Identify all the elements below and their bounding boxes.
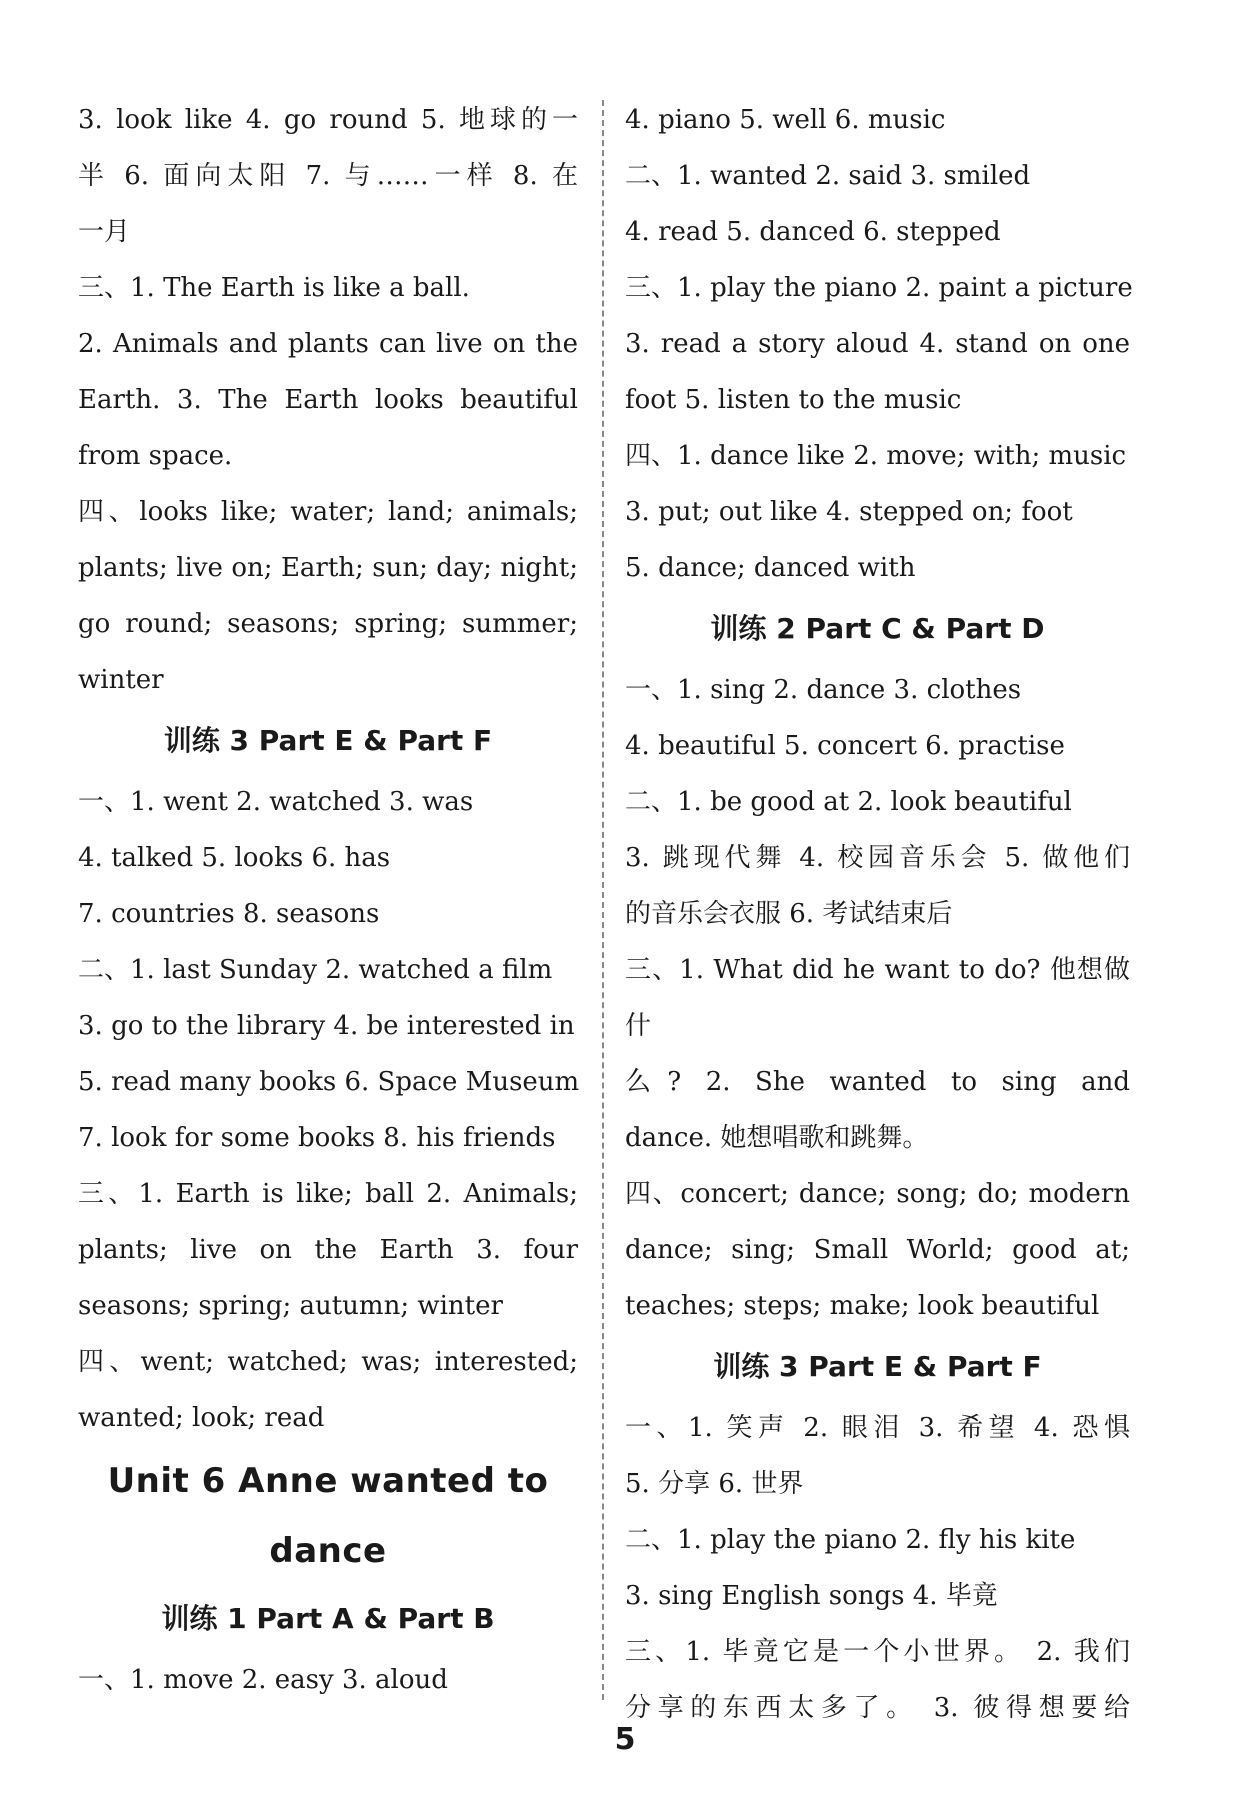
answer-line: 的音乐会衣服 6. 考试结束后 — [625, 899, 953, 929]
unit-title — [78, 1446, 578, 1586]
answer-line: 7. countries 8. seasons — [78, 899, 380, 929]
answer-line: 半 6. 面向太阳 7. 与……一样 8. 在 — [78, 161, 578, 191]
answer-line: plants; live on; Earth; sun; day; night; — [78, 553, 578, 583]
answer-line: dance; sing; Small World; good at; — [625, 1235, 1130, 1265]
left-block-1 — [78, 92, 578, 708]
unit-title-line-1: Unit 6 Anne wanted to — [107, 1461, 549, 1501]
answer-line: 三、1. What did he want to do? 他想做什 — [625, 955, 1130, 1041]
answer-line: 四、concert; dance; song; do; modern — [625, 1179, 1130, 1209]
answer-line: 二、1. be good at 2. look beautiful — [625, 787, 1072, 817]
answer-line: 3. 跳现代舞 4. 校园音乐会 5. 做他们 — [625, 843, 1130, 873]
answer-line: 二、1. play the piano 2. fly his kite — [625, 1525, 1076, 1555]
answer-line: 3. go to the library 4. be interested in — [78, 1011, 575, 1041]
section-heading: 训练 2 Part C & Part D — [710, 612, 1045, 645]
answer-line: wanted; look; read — [78, 1403, 325, 1433]
answer-line: 一、1. move 2. easy 3. aloud — [78, 1665, 448, 1695]
left-block-3 — [78, 1652, 578, 1708]
answer-line: foot 5. listen to the music — [625, 385, 962, 415]
right-block-2 — [625, 662, 1130, 1334]
answer-line: 三、1. 毕竟它是一个小世界。 2. 我们 — [625, 1637, 1130, 1667]
answer-line: teaches; steps; make; look beautiful — [625, 1291, 1100, 1321]
answer-line: plants; live on the Earth 3. four — [78, 1235, 578, 1265]
page-number: 5 — [614, 1722, 636, 1757]
section-heading: 训练 3 Part E & Part F — [713, 1350, 1042, 1383]
answer-line: 4. read 5. danced 6. stepped — [625, 217, 1001, 247]
answer-line: 分享的东西太多了。 3. 彼得想要给 — [625, 1693, 1130, 1723]
left-block-2 — [78, 774, 578, 1446]
right-block-3 — [625, 1400, 1130, 1736]
answer-line: go round; seasons; spring; summer; — [78, 609, 578, 639]
answer-line: 四、looks like; water; land; animals; — [78, 497, 578, 527]
answer-line: 5. read many books 6. Space Museum — [78, 1067, 580, 1097]
section-heading: 训练 3 Part E & Part F — [163, 724, 493, 757]
answer-line: 三、1. The Earth is like a ball. — [78, 273, 470, 303]
answer-line: from space. — [78, 441, 233, 471]
answer-line: winter — [78, 665, 164, 695]
answer-line: 5. dance; danced with — [625, 553, 916, 583]
answer-line: 么? 2. She wanted to sing and — [625, 1067, 1130, 1097]
answer-line: 四、went; watched; was; interested; — [78, 1347, 578, 1377]
right-block-1 — [625, 92, 1133, 596]
answer-line: Earth. 3. The Earth looks beautiful — [78, 385, 578, 415]
answer-line: 三、1. Earth is like; ball 2. Animals; — [78, 1179, 578, 1209]
answer-line: 5. 分享 6. 世界 — [625, 1469, 804, 1499]
answer-line: 2. Animals and plants can live on the — [78, 329, 578, 359]
answer-line: 二、1. last Sunday 2. watched a film — [78, 955, 553, 985]
answer-line: 二、1. wanted 2. said 3. smiled — [625, 161, 1031, 191]
answer-line: 三、1. play the piano 2. paint a picture — [625, 273, 1133, 303]
answer-line: 4. talked 5. looks 6. has — [78, 843, 391, 873]
answer-line: 一、1. went 2. watched 3. was — [78, 787, 474, 817]
left-column — [78, 92, 578, 1708]
section-heading: 训练 1 Part A & Part B — [161, 1602, 495, 1635]
answer-line: 4. beautiful 5. concert 6. practise — [625, 731, 1065, 761]
unit-title-line-2: dance — [269, 1531, 387, 1571]
answer-line: 一、1. sing 2. dance 3. clothes — [625, 675, 1022, 705]
answer-line: 3. read a story aloud 4. stand on one — [625, 329, 1130, 359]
answer-line: 4. piano 5. well 6. music — [625, 105, 946, 135]
answer-line: 3. put; out like 4. stepped on; foot — [625, 497, 1073, 527]
answer-line: 一、1. 笑声 2. 眼泪 3. 希望 4. 恐惧 — [625, 1413, 1130, 1443]
answer-line: 3. sing English songs 4. 毕竟 — [625, 1581, 998, 1611]
answer-line: 一月 — [78, 217, 131, 247]
answer-line: 四、1. dance like 2. move; with; music — [625, 441, 1127, 471]
answer-line: seasons; spring; autumn; winter — [78, 1291, 503, 1321]
answer-line: 7. look for some books 8. his friends — [78, 1123, 556, 1153]
answer-line: dance. 她想唱歌和跳舞。 — [625, 1123, 929, 1153]
answer-line: 3. look like 4. go round 5. 地球的一 — [78, 105, 578, 135]
right-column — [625, 92, 1133, 1736]
column-divider — [602, 100, 604, 1700]
